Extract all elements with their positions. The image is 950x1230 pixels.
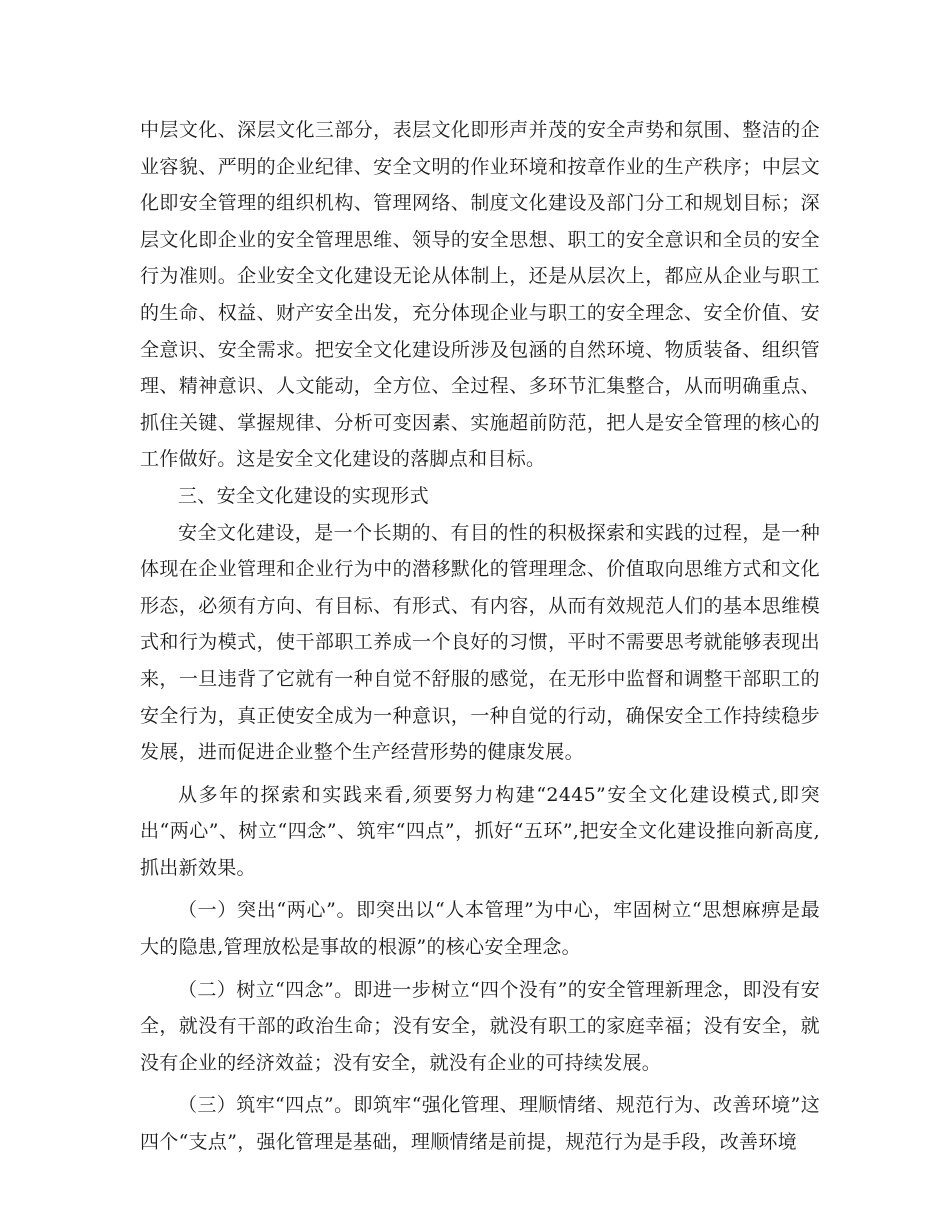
paragraph-safety-culture-form: 安全文化建设，是一个长期的、有目的性的积极探索和实践的过程，是一种体现在企业管理和企业行为中的潜移默化的管理理念、价值取向思维方式和文化形态，必须有方向、有目标、有形式、有内容，从而有效规范人们的基本思维模式和行为模式，使干部职工养成一个良好的习惯，平时不需要思考就能够表现出来，一旦违背了它就有一种自觉不舒服的感觉，在无形中监督和调整干部职工的安全行为，真正使安全成为一种意识，一种自觉的行动，确保安全工作持续稳步发展，进而促进企业整个生产经营形势的健康发展。 bbox=[140, 521, 820, 764]
paragraph-two-cores: （一）突出“两心”。即突出以“人本管理”为中心，牢固树立“思想麻痹是最大的隐患,管理放松是事故的根源”的核心安全理念。 bbox=[140, 899, 820, 959]
paragraph-four-concepts: （二）树立“四念”。即进一步树立“四个没有”的安全管理新理念，即没有安全，就没有干部的政治生命；没有安全，就没有职工的家庭幸福；没有安全，就没有企业的经济效益；没有安全，就没有企业的可持续发展。 bbox=[140, 978, 820, 1074]
document-body bbox=[140, 112, 820, 1161]
paragraph-four-points: （三）筑牢“四点”。即筑牢“强化管理、理顺情绪、规范行为、改善环境”这四个“支点”，强化管理是基础，理顺情绪是前提，规范行为是手段，改善环境 bbox=[140, 1094, 820, 1154]
paragraph-2445-model: 从多年的探索和实践来看,须要努力构建“2445”安全文化建设模式,即突出“两心”、树立“四念”、筑牢“四点”，抓好“五环”,把安全文化建设推向新高度,抓出新效果。 bbox=[140, 783, 820, 879]
paragraph-continuation: 中层文化、深层文化三部分，表层文化即形声并茂的安全声势和氛围、整洁的企业容貌、严明的企业纪律、安全文明的作业环境和按章作业的生产秩序；中层文化即安全管理的组织机构、管理网络、制度文化建设及部门分工和规划目标；深层文化即企业的安全管理思维、领导的安全思想、职工的安全意识和全员的安全行为准则。企业安全文化建设无论从体制上，还是从层次上，都应从企业与职工的生命、权益、财产安全出发，充分体现企业与职工的安全理念、安全价值、安全意识、安全需求。把安全文化建设所涉及包涵的自然环境、物质装备、组织管理、精神意识、人文能动，全方位、全过程、多环节汇集整合，从而明确重点、抓住关键、掌握规律、分析可变因素、实施超前防范，把人是安全管理的核心的工作做好。这是安全文化建设的落脚点和目标。 bbox=[140, 119, 820, 471]
section-heading-3: 三、安全文化建设的实现形式 bbox=[178, 484, 429, 507]
